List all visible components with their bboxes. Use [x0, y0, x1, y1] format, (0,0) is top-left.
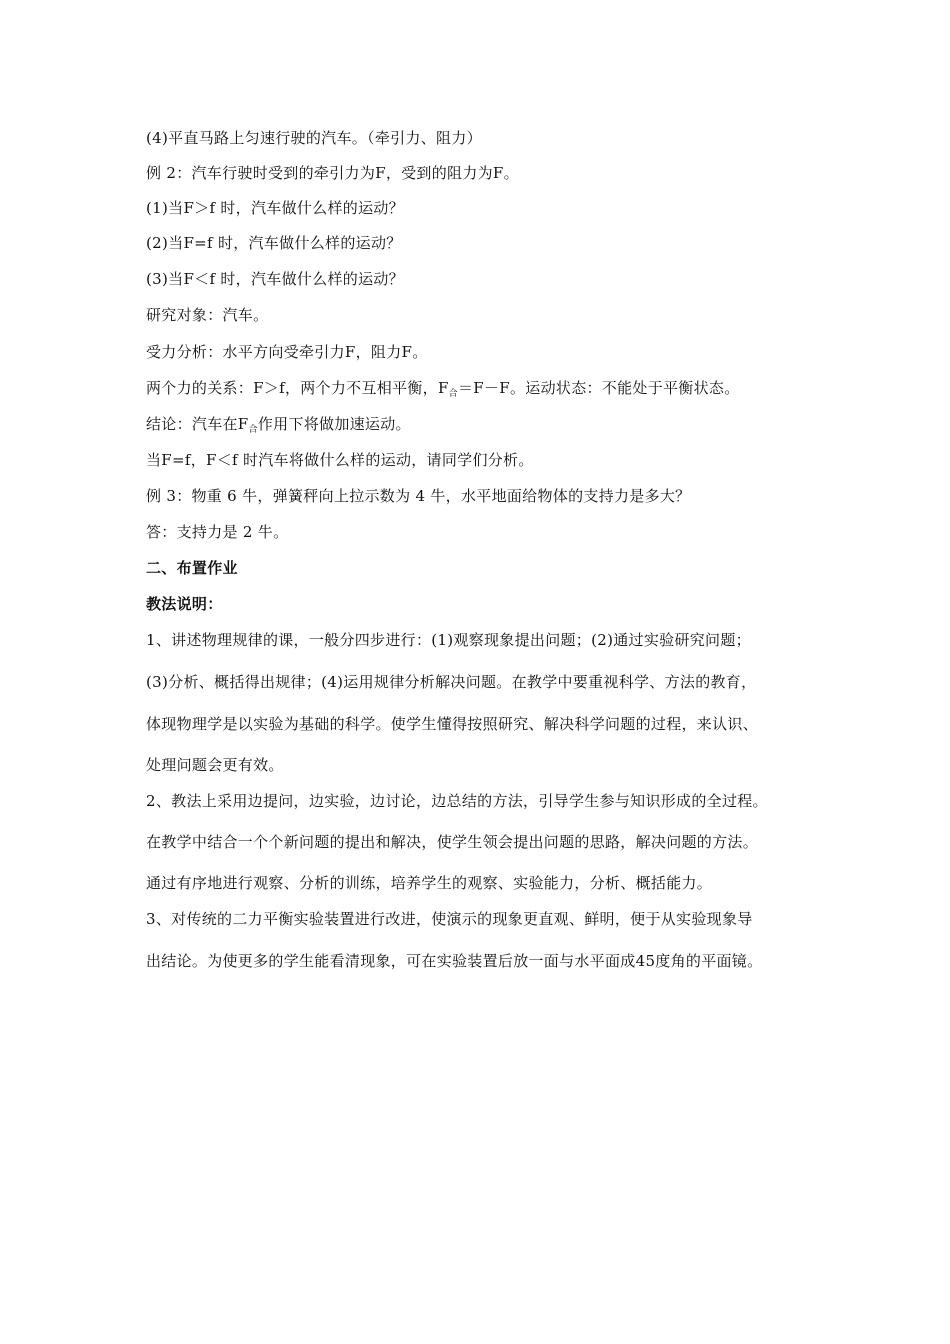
text-line: 例 2：汽车行驶时受到的牵引力为F，受到的阻力为F。 [146, 164, 519, 182]
section-heading-homework: 二、布置作业 [146, 559, 238, 577]
force-relation-line [146, 378, 740, 398]
text-line: 例 3：物重 6 牛，弹簧秤向上拉示数为 4 牛，水平地面给物体的支持力是多大？ [146, 487, 691, 505]
method-line: 在教学中结合一个个新问题的提出和解决，使学生领会提出问题的思路，解决问题的方法。 [146, 833, 759, 851]
subscript-he: 合 [448, 389, 458, 399]
text-line: (3)当F＜f 时，汽车做什么样的运动？ [146, 270, 404, 288]
method-line: 通过有序地进行观察、分析的训练，培养学生的观察、实验能力，分析、概括能力。 [146, 874, 713, 892]
conclusion-text: 作用下将做加速运动。 [257, 415, 411, 433]
section-heading-method: 教法说明： [146, 595, 223, 613]
method-line: 处理问题会更有效。 [146, 756, 284, 774]
text-line: (4)平直马路上匀速行驶的汽车。（牵引力、阻力） [146, 129, 482, 147]
text-line: 受力分析：水平方向受牵引力F，阻力F。 [146, 343, 428, 361]
text-line: 答：支持力是 2 牛。 [146, 523, 289, 541]
conclusion-line [146, 414, 411, 434]
subscript-he: 合 [248, 425, 258, 435]
method-line: 2、教法上采用边提问，边实验，边讨论，边总结的方法，引导学生参与知识形成的全过程。 [146, 792, 768, 810]
text-line: (2)当F=f 时，汽车做什么样的运动？ [146, 234, 402, 252]
method-line: (3)分析、概括得出规律；(4)运用规律分析解决问题。在教学中要重视科学、方法的教育， [146, 673, 757, 691]
text-line: 研究对象：汽车。 [146, 306, 269, 324]
method-line: 出结论。为使更多的学生能看清现象，可在实验装置后放一面与水平面成45度角的平面镜。 [146, 952, 763, 970]
relation-text: 两个力的关系：F＞f，两个力不互相平衡，F [146, 379, 449, 397]
method-line: 3、对传统的二力平衡实验装置进行改进，使演示的现象更直观、鲜明，便于从实验现象导 [146, 910, 753, 928]
text-line: 当F=f，F＜f 时汽车将做什么样的运动，请同学们分析。 [146, 451, 534, 469]
text-line: (1)当F＞f 时，汽车做什么样的运动？ [146, 199, 404, 217]
conclusion-text: 结论：汽车在F [146, 415, 249, 433]
relation-text: ＝F－F。运动状态：不能处于平衡状态。 [457, 379, 740, 397]
method-line: 1、讲述物理规律的课，一般分四步进行：(1)观察现象提出问题；(2)通过实验研究问题； [146, 631, 751, 649]
method-line: 体现物理学是以实验为基础的科学。使学生懂得按照研究、解决科学问题的过程，来认识、 [146, 715, 759, 733]
